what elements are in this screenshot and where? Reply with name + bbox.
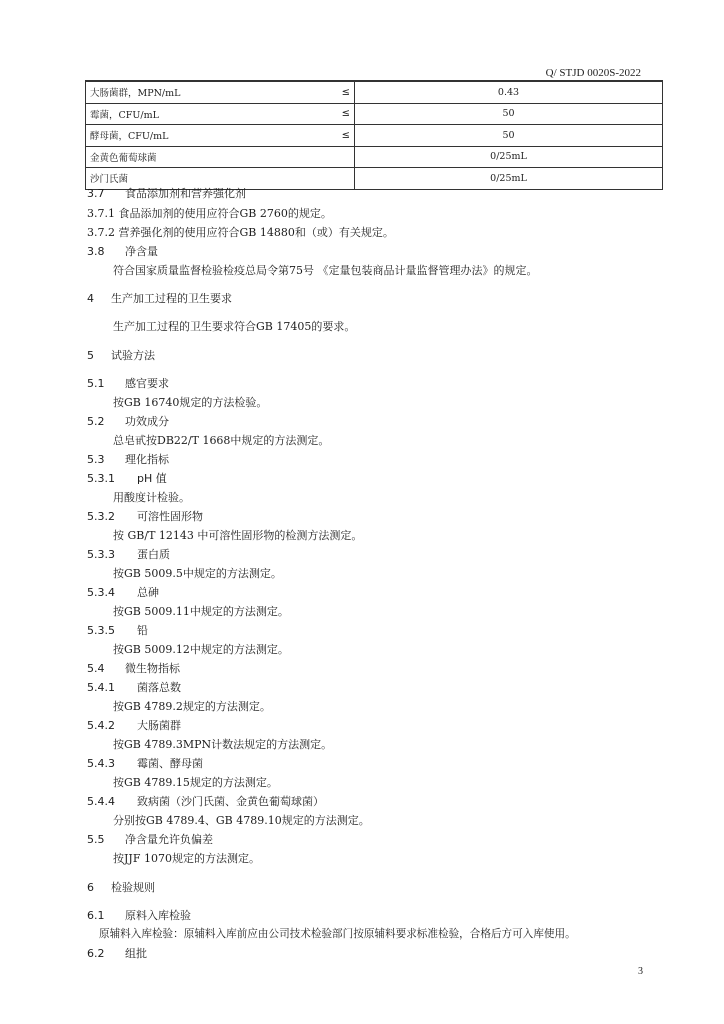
section-title: 食品添加剂和营养强化剂 bbox=[125, 187, 246, 200]
section-number: 5.3.1 bbox=[87, 472, 115, 485]
section-title: pH 值 bbox=[137, 472, 167, 485]
clause-3-7-2: 3.7.2 营养强化剂的使用应符合GB 14880和（或）有关规定。 bbox=[87, 226, 394, 239]
table-row bbox=[86, 146, 663, 168]
section-title: 铅 bbox=[137, 624, 148, 637]
section-number: 6 bbox=[87, 881, 94, 894]
section-number: 3.7 bbox=[87, 187, 105, 200]
paragraph: 总皂甙按DB22/T 1668中规定的方法测定。 bbox=[113, 434, 330, 447]
section-title: 试验方法 bbox=[111, 349, 155, 362]
section-number: 5.3.5 bbox=[87, 624, 115, 637]
comparator: ≤ bbox=[341, 129, 350, 141]
section-5-3-3-heading bbox=[87, 546, 170, 562]
section-number: 5.4.2 bbox=[87, 719, 115, 732]
paragraph: 按GB 4789.3MPN计数法规定的方法测定。 bbox=[113, 738, 333, 751]
section-title: 检验规则 bbox=[111, 881, 155, 894]
section-number: 6.2 bbox=[87, 947, 105, 960]
section-number: 5.4.3 bbox=[87, 757, 115, 770]
section-number: 4 bbox=[87, 292, 94, 305]
section-title: 净含量允许负偏差 bbox=[125, 833, 213, 846]
paragraph: 按GB 5009.5中规定的方法测定。 bbox=[113, 567, 282, 580]
paragraph: 符合国家质量监督检验检疫总局令第75号 《定量包装商品计量监督管理办法》的规定。 bbox=[113, 264, 538, 277]
section-number: 5.3 bbox=[87, 453, 105, 466]
section-title: 致病菌（沙门氏菌、金黄色葡萄球菌） bbox=[137, 795, 324, 808]
paragraph: 按GB 5009.12中规定的方法测定。 bbox=[113, 643, 289, 656]
item-label: 酵母菌，CFU/mL bbox=[90, 131, 169, 143]
paragraph: 用酸度计检验。 bbox=[113, 491, 190, 504]
table-cell-value: 0/25mL bbox=[355, 146, 663, 168]
section-title: 大肠菌群 bbox=[137, 719, 181, 732]
section-5-4-1-heading bbox=[87, 679, 181, 695]
section-number: 5.4 bbox=[87, 662, 105, 675]
section-title: 原料入库检验 bbox=[125, 909, 191, 922]
section-3-8-heading bbox=[87, 243, 158, 259]
section-5-5-heading bbox=[87, 831, 213, 847]
document-code: Q/ STJD 0020S-2022 bbox=[545, 67, 641, 79]
section-5-4-heading bbox=[87, 660, 180, 676]
section-title: 蛋白质 bbox=[137, 548, 170, 561]
table-row bbox=[86, 125, 663, 147]
section-5-1-heading bbox=[87, 375, 169, 391]
table-cell-item bbox=[86, 146, 355, 168]
section-5-4-2-heading bbox=[87, 717, 181, 733]
chapter-6-heading bbox=[87, 879, 155, 895]
paragraph: 按GB 4789.2规定的方法测定。 bbox=[113, 700, 271, 713]
paragraph: 分别按GB 4789.4、GB 4789.10规定的方法测定。 bbox=[113, 814, 370, 827]
item-label: 大肠菌群，MPN/mL bbox=[90, 88, 181, 100]
section-title: 生产加工过程的卫生要求 bbox=[111, 292, 232, 305]
section-number: 3.8 bbox=[87, 245, 105, 258]
section-3-7-heading bbox=[87, 185, 246, 201]
section-5-2-heading bbox=[87, 413, 169, 429]
section-title: 总砷 bbox=[137, 586, 159, 599]
table-cell-item bbox=[86, 103, 355, 125]
section-number: 5.4.1 bbox=[87, 681, 115, 694]
paragraph: 按GB 16740规定的方法检验。 bbox=[113, 396, 268, 409]
section-number: 5.5 bbox=[87, 833, 105, 846]
item-label: 金黄色葡萄球菌 bbox=[90, 152, 157, 164]
section-5-4-4-heading bbox=[87, 793, 324, 809]
table-cell-value: 50 bbox=[355, 125, 663, 147]
chapter-5-heading bbox=[87, 347, 155, 363]
page-number: 3 bbox=[638, 966, 643, 977]
table-row bbox=[86, 82, 663, 104]
table-cell-value: 0/25mL bbox=[355, 168, 663, 190]
section-title: 理化指标 bbox=[125, 453, 169, 466]
section-5-3-4-heading bbox=[87, 584, 159, 600]
section-number: 5 bbox=[87, 349, 94, 362]
paragraph: 生产加工过程的卫生要求符合GB 17405的要求。 bbox=[113, 320, 356, 333]
microbial-limits-table bbox=[85, 81, 663, 190]
section-number: 5.3.2 bbox=[87, 510, 115, 523]
section-title: 霉菌、酵母菌 bbox=[137, 757, 203, 770]
paragraph: 按JJF 1070规定的方法测定。 bbox=[113, 852, 260, 865]
section-number: 5.3.3 bbox=[87, 548, 115, 561]
section-number: 6.1 bbox=[87, 909, 105, 922]
section-5-3-5-heading bbox=[87, 622, 148, 638]
section-title: 微生物指标 bbox=[125, 662, 180, 675]
section-title: 净含量 bbox=[125, 245, 158, 258]
table-cell-value: 0.43 bbox=[355, 82, 663, 104]
section-5-3-2-heading bbox=[87, 508, 203, 524]
paragraph: 按GB 4789.15规定的方法测定。 bbox=[113, 776, 278, 789]
section-title: 组批 bbox=[125, 947, 147, 960]
section-5-3-heading bbox=[87, 451, 169, 467]
section-number: 5.4.4 bbox=[87, 795, 115, 808]
table-cell-value: 50 bbox=[355, 103, 663, 125]
paragraph: 按 GB/T 12143 中可溶性固形物的检测方法测定。 bbox=[113, 529, 363, 542]
section-6-2-heading bbox=[87, 945, 147, 961]
chapter-4-heading bbox=[87, 290, 232, 306]
section-title: 感官要求 bbox=[125, 377, 169, 390]
section-number: 5.3.4 bbox=[87, 586, 115, 599]
section-5-3-1-heading bbox=[87, 470, 167, 486]
section-title: 可溶性固形物 bbox=[137, 510, 203, 523]
clause-3-7-1: 3.7.1 食品添加剂的使用应符合GB 2760的规定。 bbox=[87, 207, 332, 220]
comparator: ≤ bbox=[341, 86, 350, 98]
table-cell-item bbox=[86, 125, 355, 147]
section-6-1-heading bbox=[87, 907, 191, 923]
section-title: 菌落总数 bbox=[137, 681, 181, 694]
item-label: 沙门氏菌 bbox=[90, 174, 129, 186]
section-5-4-3-heading bbox=[87, 755, 203, 771]
section-title: 功效成分 bbox=[125, 415, 169, 428]
paragraph: 原辅料入库检验：原辅料入库前应由公司技术检验部门按原辅料要求标准检验，合格后方可入库使用。 bbox=[99, 928, 576, 940]
item-label: 霉菌，CFU/mL bbox=[90, 109, 159, 121]
section-number: 5.2 bbox=[87, 415, 105, 428]
table-cell-item bbox=[86, 82, 355, 104]
table-row bbox=[86, 103, 663, 125]
paragraph: 按GB 5009.11中规定的方法测定。 bbox=[113, 605, 289, 618]
comparator: ≤ bbox=[341, 108, 350, 120]
section-number: 5.1 bbox=[87, 377, 105, 390]
